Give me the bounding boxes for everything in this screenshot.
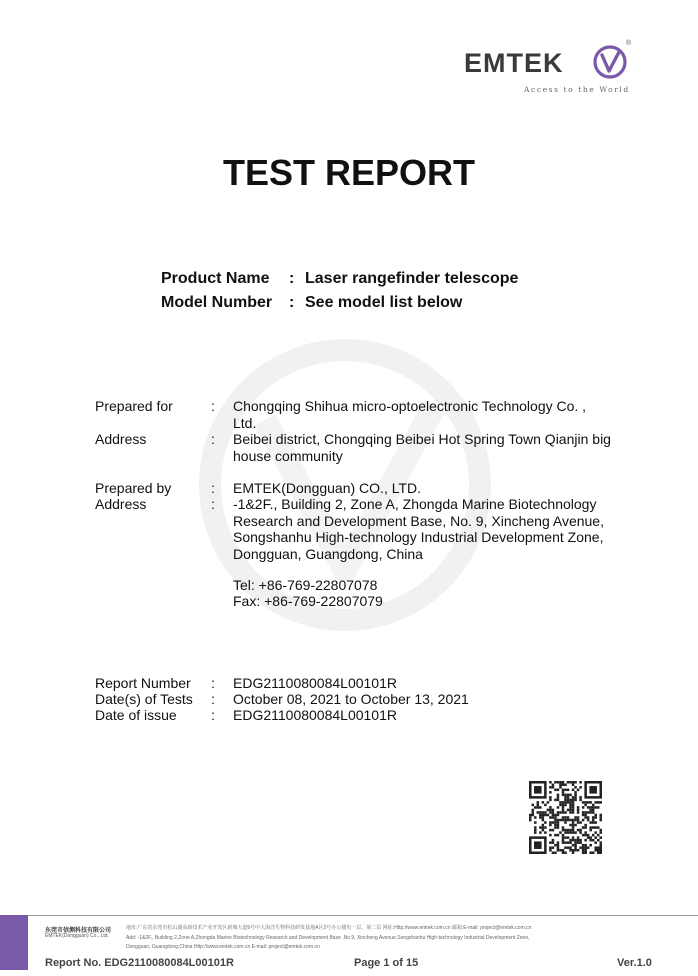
model-number-value: See model list below <box>305 294 463 311</box>
model-number-label: Model Number <box>161 294 273 311</box>
issue-date-label: Date of issue <box>95 707 177 723</box>
issue-date-value: EDG2110080084L00101R <box>233 707 397 723</box>
model-number-sep: : <box>289 294 295 311</box>
page-title: TEST REPORT <box>222 152 476 193</box>
footer-accent-bar <box>0 915 28 970</box>
footer-company-en: EMTEK(Dongguan) Co., Ltd. <box>45 933 109 939</box>
prepared-for-sep: : <box>211 398 215 414</box>
report-number-sep: : <box>211 675 215 691</box>
lab-address-sep: : <box>211 496 215 512</box>
report-number-label: Report Number <box>95 675 191 691</box>
product-name-label: Product Name <box>161 270 270 287</box>
company-logo <box>464 40 634 100</box>
emtek-emblem-icon <box>592 44 628 80</box>
footer-version: Ver.1.0 <box>617 957 652 969</box>
test-dates-label: Date(s) of Tests <box>95 691 193 707</box>
product-name-value: Laser rangefinder telescope <box>305 270 519 287</box>
issue-date-sep: : <box>211 707 215 723</box>
registered-mark: ® <box>626 40 632 47</box>
logo-text: EMTEK <box>464 48 564 78</box>
lab-fax: Fax: +86-769-22807079 <box>233 593 383 609</box>
prepared-for-value: Chongqing Shihua micro-optoelectronic Technology Co. , Ltd. <box>233 398 587 431</box>
prepared-for-label: Prepared for <box>95 398 173 414</box>
logo-tagline: Access to the World <box>524 85 630 94</box>
report-number-value: EDG2110080084L00101R <box>233 675 397 691</box>
footer-contact: Dongguan, Guangdong,China Http://www.emtek.com.cn E-mail: project@emtek.com.cn <box>126 944 320 950</box>
footer-page-number: Page 1 of 15 <box>354 957 419 969</box>
footer-address-en: Add: -1&2F., Building 2,Zone A,Zhongda Marine Biotechnology Research and Development Base ,No.9, Xincheng Avenue,Songshanhu High-technology Industrial Development Zone, <box>126 935 530 941</box>
lab-tel: Tel: +86-769-22807078 <box>233 577 378 593</box>
test-dates-sep: : <box>211 691 215 707</box>
qr-code-icon <box>529 781 602 854</box>
prepared-by-sep: : <box>211 480 215 496</box>
lab-address-value: -1&2F., Building 2, Zone A, Zhongda Marine Biotechnology Research and Development Base, No. 9, Xincheng Avenue, Songshanhu High-technology Industrial Development Zone, Dongguan, Guangdong, China <box>233 496 604 562</box>
footer-report-number: Report No. EDG2110080084L00101R <box>45 957 234 969</box>
footer-company-cn: 东莞市信测科技有限公司 <box>45 928 112 934</box>
applicant-address-label: Address <box>95 431 147 447</box>
lab-address-label: Address <box>95 496 147 512</box>
applicant-address-sep: : <box>211 431 215 447</box>
applicant-address-value: Beibei district, Chongqing Beibei Hot Spring Town Qianjin big house community <box>233 431 611 464</box>
footer-divider <box>0 915 698 916</box>
footer-address-cn: 地址:广东省东莞市松山湖高新技术产业开发区新城大道9号中大海洋生物科技研发基地A区2号办公楼负一层、第二层 网址:Http://www.emtek.com.cn 邮箱:E-mail: project@emtek.com.cn <box>126 925 532 931</box>
product-name-sep: : <box>289 270 295 287</box>
test-dates-value: October 08, 2021 to October 13, 2021 <box>233 691 469 707</box>
prepared-by-label: Prepared by <box>95 480 172 496</box>
prepared-by-value: EMTEK(Dongguan) CO., LTD. <box>233 480 422 496</box>
